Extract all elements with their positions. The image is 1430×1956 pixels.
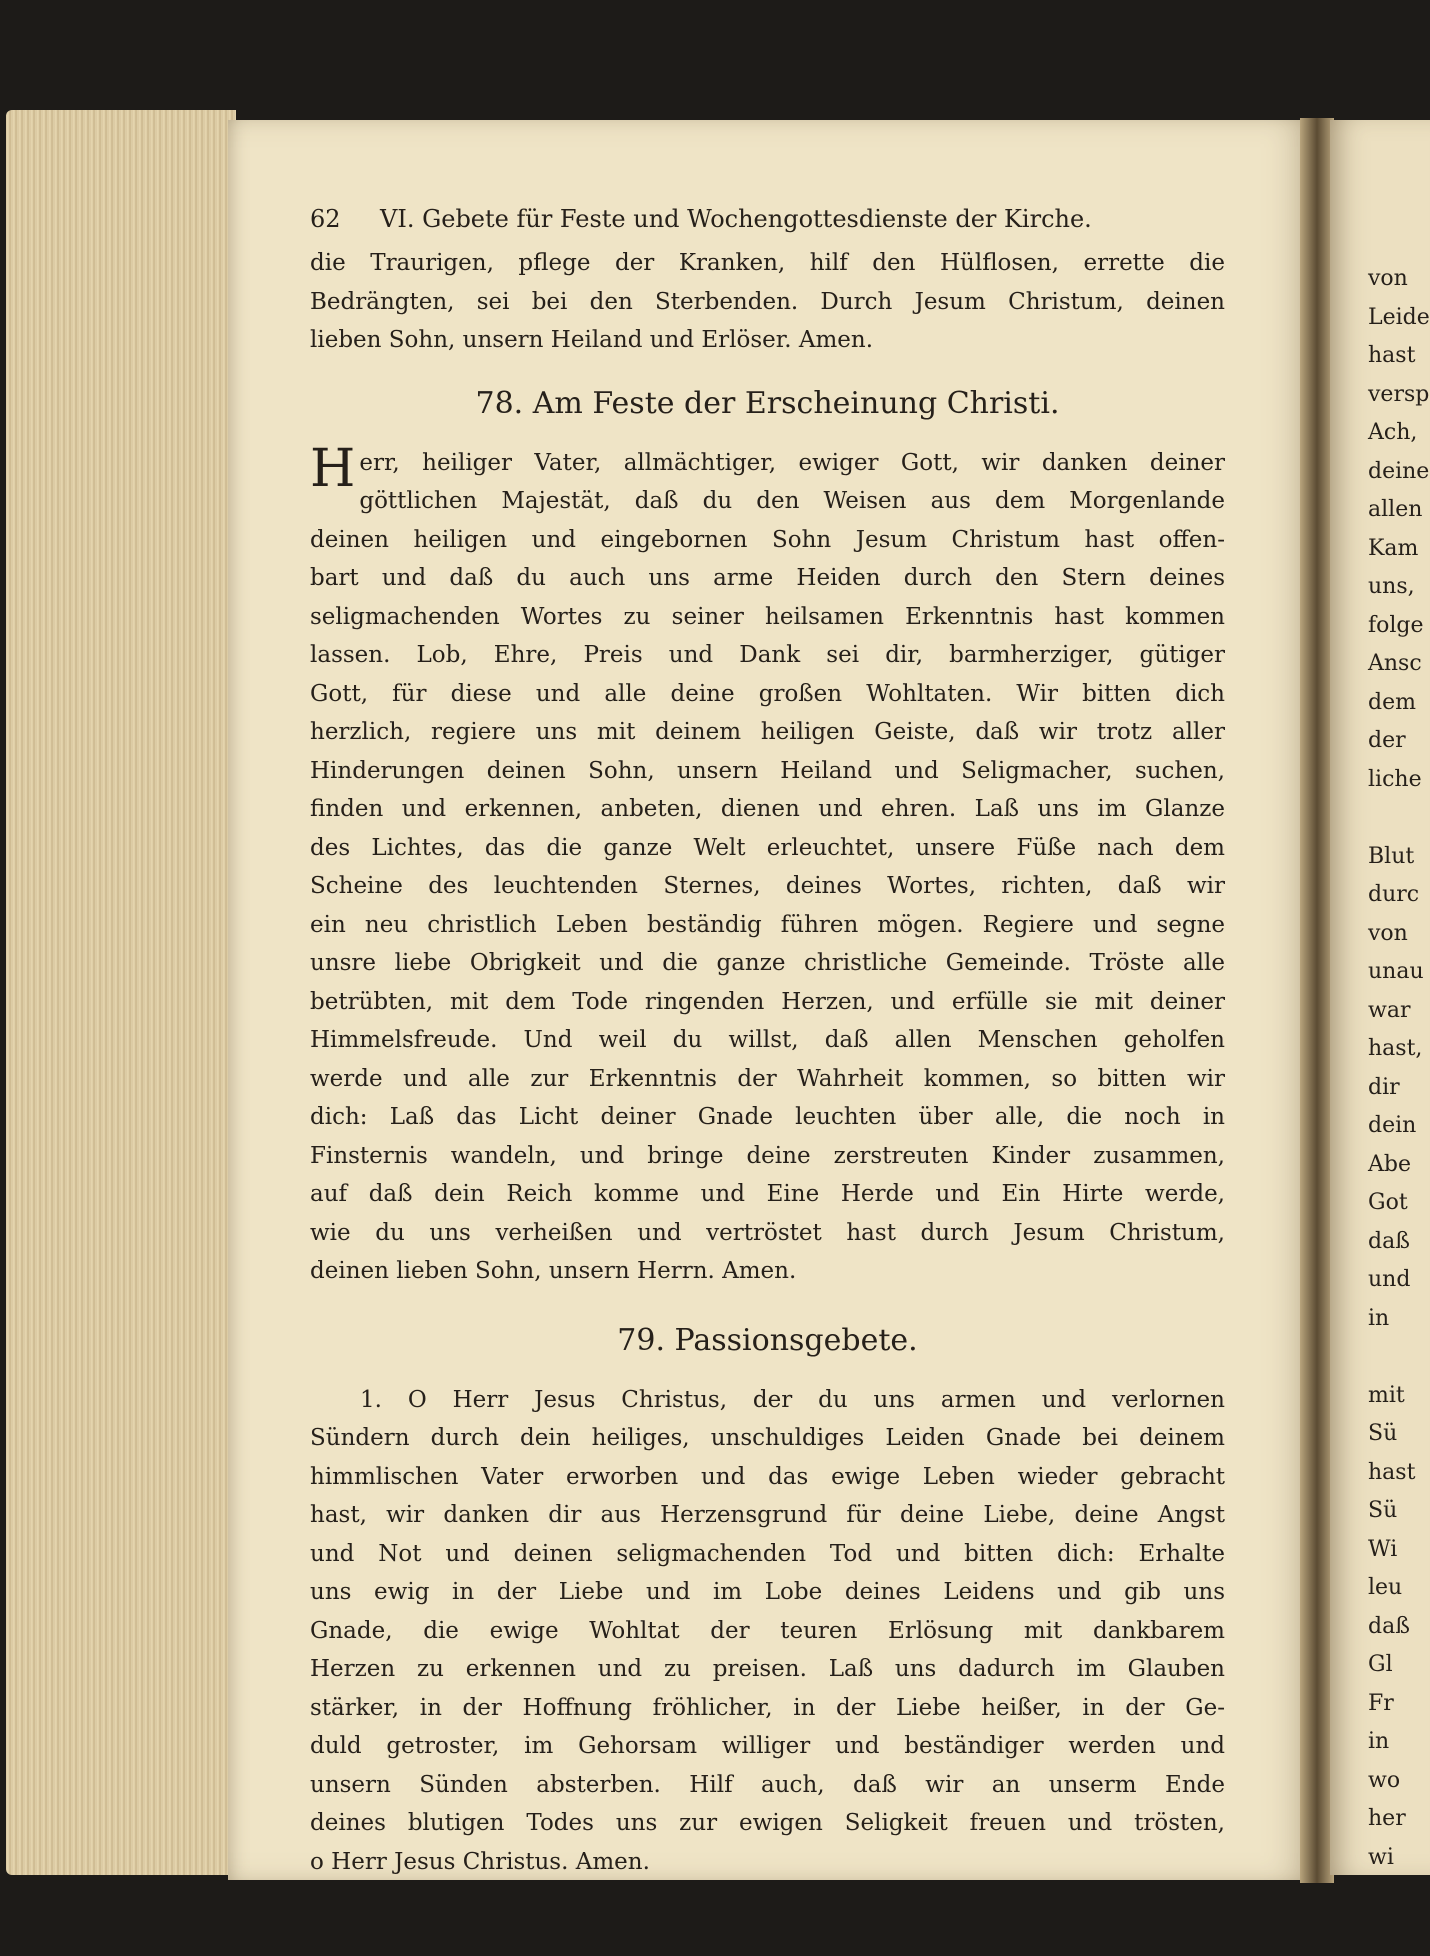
text-line: Herzen zu erkennen und zu preisen. Laß uns dadurch im Glauben (310, 1656, 1225, 1682)
right-page-fragment: daß (1368, 1613, 1410, 1639)
text-line: Gott, für diese und alle deine großen Wohltaten. Wir bitten dich (310, 680, 1225, 707)
right-page-fragment: mit (1368, 1382, 1405, 1408)
text-line: auf daß dein Reich komme und Eine Herde und Ein Hirte werde, (310, 1181, 1225, 1207)
text-line: ein neu christlich Leben beständig führen mögen. Regiere und segne (310, 911, 1225, 938)
text-line: hast, wir danken dir aus Herzensgrund für deine Liebe, deine Angst (310, 1502, 1225, 1528)
text-line: Himmelsfreude. Und weil du willst, daß allen Menschen geholfen (310, 1027, 1225, 1053)
right-page-fragment: unau (1368, 959, 1424, 984)
right-page-fragment: Got (1368, 1190, 1408, 1215)
text-line: err, heiliger Vater, allmächtiger, ewiger Gott, wir danken deiner (359, 449, 1225, 476)
right-page-fragment: von (1368, 266, 1408, 291)
right-page-fragment: dein (1368, 1113, 1417, 1138)
section-79-heading: 79. Passionsgebete. (617, 1322, 918, 1358)
right-page-fragment: in (1368, 1305, 1390, 1331)
right-page-fragment: allen (1368, 497, 1423, 522)
right-page-fragment: wi (1368, 1844, 1394, 1870)
text-line: 1. O Herr Jesus Christus, der du uns armen und verlornen (360, 1386, 1225, 1413)
right-page-fragment (1368, 1338, 1428, 1377)
right-page-fragment: daß (1368, 1228, 1410, 1254)
right-page-fragment: Blut (1368, 843, 1415, 869)
text-line: finden und erkennen, anbeten, dienen und ehren. Laß uns im Glanze (310, 796, 1225, 822)
text-line: dich: Laß das Licht deiner Gnade leuchten über alle, die noch in (310, 1104, 1225, 1130)
right-page-fragment: hast (1368, 1459, 1416, 1485)
right-page-fragment: Sü (1368, 1421, 1398, 1446)
text-line: Scheine des leuchtenden Sternes, deines Wortes, richten, daß wir (310, 873, 1225, 899)
left-page-text (310, 200, 1225, 1881)
right-page-fragment: Ach, (1368, 420, 1418, 445)
text-line: lassen. Lob, Ehre, Preis und Dank sei dir, barmherziger, gütiger (310, 642, 1225, 668)
text-line: stärker, in der Hoffnung fröhlicher, in der Liebe heißer, in der Ge- (310, 1694, 1225, 1721)
right-page-fragment: hast, (1368, 1036, 1423, 1061)
right-page-fragments (1368, 260, 1428, 1877)
right-page-fragment: her (1368, 1806, 1406, 1831)
right-page-fragment: uns, (1368, 574, 1415, 599)
right-page-fragment: Fr (1368, 1690, 1394, 1716)
right-page-fragment: dir (1368, 1074, 1400, 1100)
right-page-fragment: versp (1368, 381, 1430, 407)
book-gutter (1300, 118, 1334, 1883)
right-page-fragment: dem (1368, 689, 1416, 715)
text-line: Gnade, die ewige Wohltat der teuren Erlösung mit dankbarem (310, 1617, 1225, 1644)
text-line: uns ewig in der Liebe und im Lobe deines Leidens und gib uns (310, 1579, 1225, 1605)
text-line: deinen heiligen und eingebornen Sohn Jesum Christum hast offen- (310, 526, 1225, 553)
text-line: lieben Sohn, unsern Heiland und Erlöser. Amen. (310, 327, 874, 353)
text-line: betrübten, mit dem Tode ringenden Herzen, und erfülle sie mit deiner (310, 988, 1225, 1015)
right-page-fragment: war (1368, 997, 1411, 1023)
text-line: o Herr Jesus Christus. Amen. (310, 1848, 650, 1875)
text-line: Hinderungen deinen Sohn, unsern Heiland und Seligmacher, suchen, (310, 757, 1225, 784)
text-line: des Lichtes, das die ganze Welt erleuchtet, unsere Füße nach dem (310, 834, 1225, 861)
section-79-paragraph (310, 1381, 1225, 1882)
text-line: wie du uns verheißen und vertröstet hast durch Jesum Christum, (310, 1219, 1225, 1246)
intro-paragraph (310, 244, 1225, 360)
right-page-fragment: Gl (1368, 1652, 1393, 1677)
running-header (310, 200, 1225, 244)
text-line: deinen lieben Sohn, unsern Herrn. Amen. (310, 1258, 797, 1284)
right-page-fragment: folge (1368, 612, 1424, 638)
text-line: die Traurigen, pflege der Kranken, hilf den Hülflosen, errette die (310, 250, 1225, 276)
right-page-fragment: und (1368, 1267, 1411, 1292)
text-line: und Not und deinen seligmachenden Tod und bitten dich: Erhalte (310, 1540, 1225, 1567)
text-line: Sündern durch dein heiliges, unschuldiges Leiden Gnade bei deinem (310, 1425, 1225, 1451)
section-78-heading: 78. Am Feste der Erscheinung Christi. (475, 385, 1060, 421)
text-line: Bedrängten, sei bei den Sterbenden. Durch Jesum Christum, deinen (310, 288, 1225, 315)
right-page-fragment: wo (1368, 1767, 1401, 1793)
right-page-fragment: Kam (1368, 535, 1419, 561)
right-page-fragment: in (1368, 1729, 1390, 1754)
right-page-fragment: durc (1368, 882, 1420, 907)
page-number: 62 (310, 205, 341, 233)
page-edges (6, 110, 236, 1875)
drop-cap: H (310, 438, 356, 499)
right-page-fragment: leu (1368, 1575, 1403, 1600)
running-title: VI. Gebete für Feste und Wochengottesdienste der Kirche. (380, 205, 1092, 233)
text-line: werde und alle zur Erkenntnis der Wahrheit kommen, so bitten wir (310, 1065, 1225, 1092)
text-line: göttlichen Majestät, daß du den Weisen aus dem Morgenlande (359, 488, 1225, 514)
text-line: seligmachenden Wortes zu seiner heilsamen Erkenntnis hast kommen (310, 603, 1225, 630)
text-line: duld getroster, im Gehorsam williger und beständiger werden und (310, 1733, 1225, 1759)
text-line: himmlischen Vater erworben und das ewige Leben wieder gebracht (310, 1463, 1225, 1490)
right-page-fragment: von (1368, 920, 1408, 946)
right-page-fragment (1368, 799, 1428, 838)
right-page-fragment: Leide (1368, 304, 1430, 330)
right-page-fragment: Wi (1368, 1536, 1398, 1562)
right-page-fragment: Ansc (1368, 651, 1422, 676)
right-page-fragment: Abe (1368, 1151, 1411, 1177)
text-line: herzlich, regiere uns mit deinem heiligen Geiste, daß wir trotz aller (310, 719, 1225, 745)
section-78-paragraph (310, 438, 1225, 1291)
right-page-fragment: liche (1368, 766, 1422, 792)
text-line: unsre liebe Obrigkeit und die ganze christliche Gemeinde. Tröste alle (310, 950, 1225, 976)
right-page-fragment: deine (1368, 458, 1430, 484)
right-page-fragment: hast (1368, 343, 1416, 368)
right-page-fragment: Sü (1368, 1498, 1398, 1523)
text-line: bart und daß du auch uns arme Heiden durch den Stern deines (310, 565, 1225, 591)
right-page-fragment: der (1368, 728, 1406, 753)
text-line: unsern Sünden absterben. Hilf auch, daß wir an unserm Ende (310, 1771, 1225, 1798)
text-line: Finsternis wandeln, und bringe deine zerstreuten Kinder zusammen, (310, 1142, 1225, 1169)
text-line: deines blutigen Todes uns zur ewigen Seligkeit freuen und trösten, (310, 1810, 1225, 1836)
